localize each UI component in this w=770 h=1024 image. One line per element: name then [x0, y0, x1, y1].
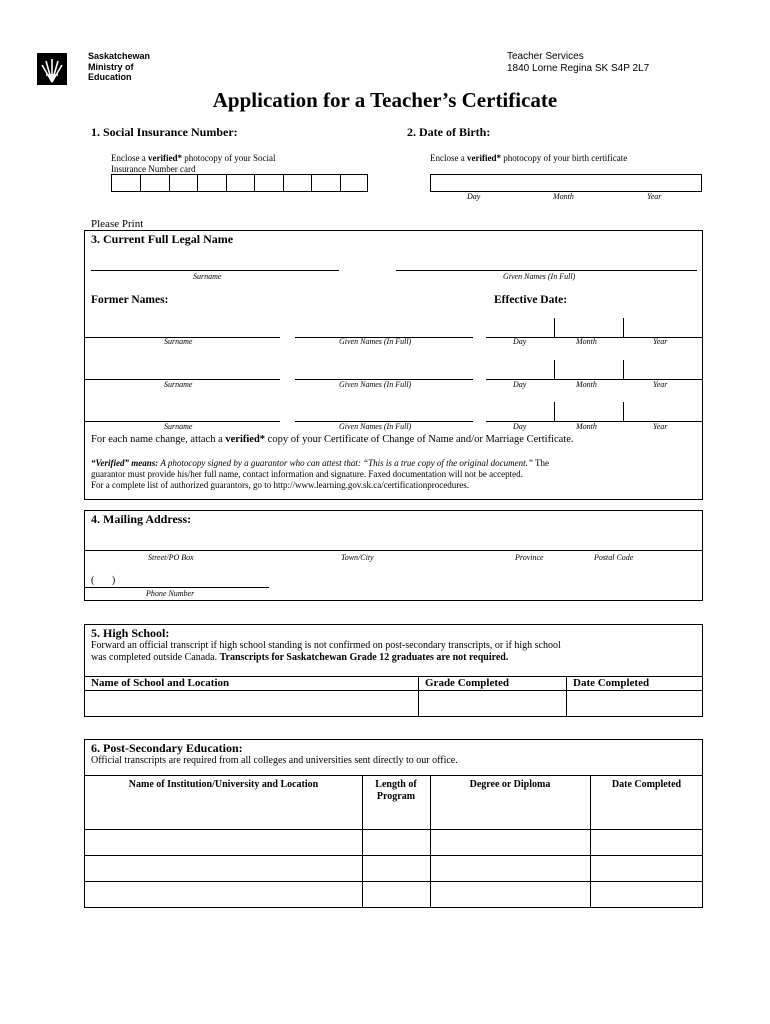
- please-print: Please Print: [91, 218, 144, 230]
- surname-label: Surname: [193, 272, 222, 281]
- row-label: Year: [653, 337, 668, 346]
- column-header: Date Completed: [611, 779, 682, 790]
- high-school-name-cell[interactable]: [85, 691, 417, 716]
- street-label: Street/PO Box: [148, 553, 194, 562]
- row-label: Day: [513, 380, 527, 389]
- row-label: Day: [513, 337, 527, 346]
- phone-label: Phone Number: [146, 589, 195, 598]
- dob-note: Enclose a verified* photocopy of your birth certificate: [430, 153, 628, 163]
- ministry-name: Saskatchewan Ministry of Education: [88, 51, 151, 82]
- column-header: Degree or Diploma: [469, 779, 551, 790]
- ministry-logo: [37, 53, 67, 85]
- row-label: Given Names (In Full): [339, 337, 412, 346]
- row-label: Month: [576, 380, 597, 389]
- date-completed-cell[interactable]: [567, 691, 702, 716]
- dob-heading: 2. Date of Birth:: [407, 125, 491, 139]
- surname-field[interactable]: [91, 270, 339, 271]
- column-header: Name of Institution/University and Location: [128, 779, 319, 790]
- dob-day-label: Day: [467, 192, 481, 201]
- column-header: Length of Program: [375, 779, 417, 802]
- institution-row[interactable]: [85, 830, 702, 854]
- row-label: Given Names (In Full): [339, 380, 412, 389]
- row-label: Day: [513, 422, 527, 431]
- sin-heading: 1. Social Insurance Number:: [91, 125, 238, 139]
- dob-year-label: Year: [647, 192, 662, 201]
- address-field[interactable]: [84, 550, 703, 551]
- institution-row[interactable]: [85, 804, 702, 828]
- town-label: Town/City: [341, 553, 374, 562]
- phone-area-code: ( ): [91, 575, 116, 586]
- office-address: Teacher Services 1840 Lorne Regina SK S4P 2L7: [507, 51, 650, 74]
- former-names-heading: Former Names:: [91, 294, 169, 306]
- row-label: Year: [653, 380, 668, 389]
- name-change-note: For each name change, attach a verified* copy of your Certificate of Change of Name and/or Marriage Certificate.: [91, 434, 574, 445]
- sin-note: Enclose a verified* photocopy of your Social Insurance Number card: [111, 153, 276, 174]
- high-school-note: Forward an official transcript if high school standing is not confirmed on post-secondary transcripts, or if high school was completed outside Canada. Transcripts for Saskatchewan Grade 12 graduates are not required.: [91, 640, 561, 663]
- row-label: Surname: [164, 422, 193, 431]
- wheat-sheaf-icon: [37, 53, 67, 85]
- row-label: Year: [653, 422, 668, 431]
- effective-date-heading: Effective Date:: [494, 294, 568, 306]
- post-secondary-note: Official transcripts are required from all colleges and universities sent directly to our office.: [91, 755, 458, 766]
- row-label: Surname: [164, 337, 193, 346]
- column-header: Name of School and Location: [91, 677, 230, 689]
- grade-completed-cell[interactable]: [419, 691, 565, 716]
- page-title: Application for a Teacher’s Certificate: [212, 88, 558, 112]
- dob-input[interactable]: [430, 174, 702, 192]
- column-header: Grade Completed: [425, 677, 510, 689]
- row-label: Given Names (In Full): [339, 422, 412, 431]
- postal-code-label: Postal Code: [594, 553, 634, 562]
- row-label: Month: [576, 422, 597, 431]
- row-label: Month: [576, 337, 597, 346]
- column-header: Date Completed: [573, 677, 650, 689]
- mailing-address-heading: 4. Mailing Address:: [91, 512, 192, 526]
- high-school-heading: 5. High School:: [91, 626, 170, 640]
- post-secondary-heading: 6. Post-Secondary Education:: [91, 741, 243, 755]
- given-names-label: Given Names (In Full): [503, 272, 576, 281]
- sin-boxes[interactable]: [111, 174, 368, 192]
- institution-row[interactable]: [85, 856, 702, 880]
- dob-month-label: Month: [553, 192, 574, 201]
- institution-row[interactable]: [85, 882, 702, 907]
- legal-name-heading: 3. Current Full Legal Name: [91, 232, 234, 246]
- given-names-field[interactable]: [396, 270, 697, 271]
- row-label: Surname: [164, 380, 193, 389]
- phone-field[interactable]: [84, 587, 269, 588]
- verified-definition: “Verified” means: A photocopy signed by a guarantor who can attest that: “This is a true copy of the original document.” The guarantor must provide his/her full name, contact information and signature. Faxed documentation will not be accepted. For a complete list of authorized guarantors, go to http://www.learning.gov.sk.ca/certificationprocedures.: [91, 458, 549, 490]
- province-label: Province: [515, 553, 544, 562]
